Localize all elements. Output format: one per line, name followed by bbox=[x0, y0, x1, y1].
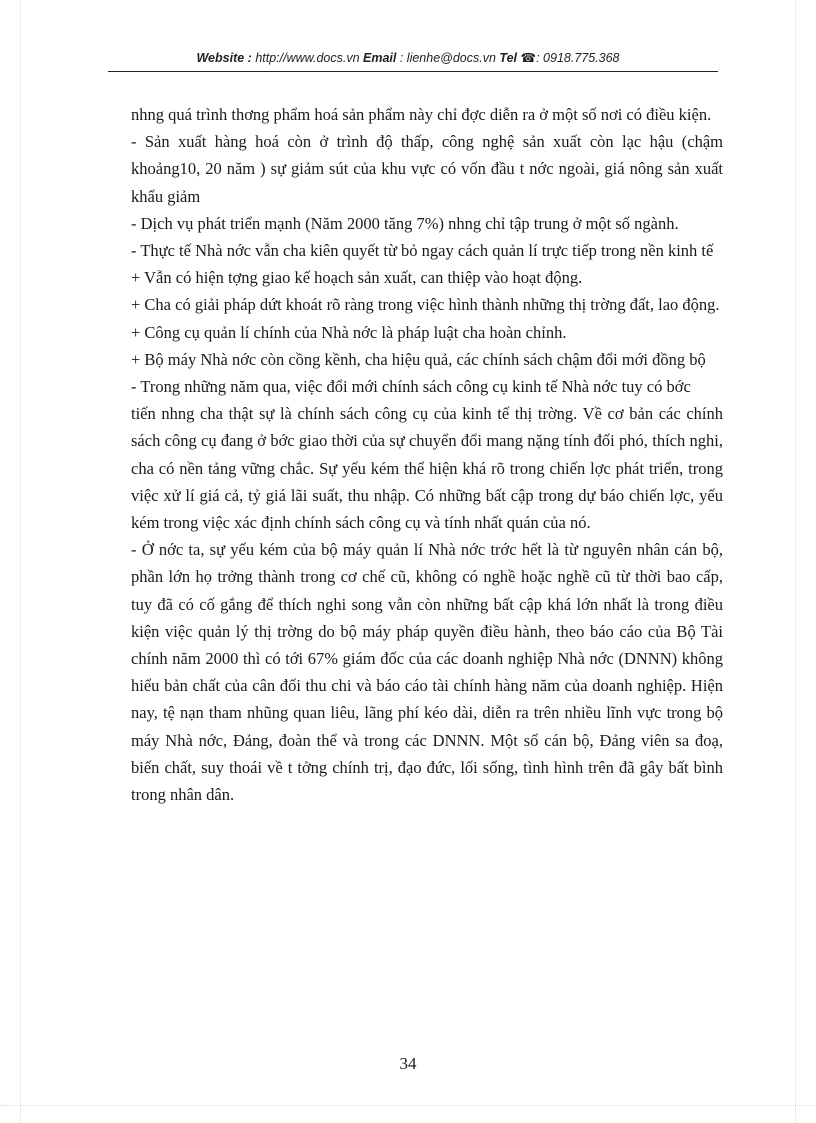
paragraph: - Thực tế Nhà nớc vẫn cha kiên quyết từ bỏ ngay cách quản lí trực tiếp trong nền kinh tế bbox=[131, 241, 714, 261]
paragraph: + Công cụ quản lí chính của Nhà nớc là pháp luật cha hoàn chỉnh. bbox=[131, 322, 567, 342]
header-divider bbox=[108, 71, 718, 72]
paragraph: + Vẫn có hiện tợng giao kế hoạch sản xuất, can thiệp vào hoạt động. bbox=[131, 268, 583, 288]
tel-value: : 0918.775.368 bbox=[536, 51, 620, 65]
paragraph: - Sản xuất hàng hoá còn ở trình độ thấp, công nghệ sản xuất còn lạc hậu (chậm khoảng10, 20 năm ) sự giảm sút của khu vực có vốn đầu t nớc ngoài, giá nông sản xuất khẩu giảm bbox=[131, 132, 723, 206]
email-value[interactable]: : lienhe@docs.vn bbox=[399, 51, 496, 65]
page-header bbox=[0, 50, 816, 65]
paragraph: - Dịch vụ phát triển mạnh (Năm 2000 tăng 7%) nhng chỉ tập trung ở một số ngành. bbox=[131, 213, 679, 233]
tel-label: Tel bbox=[499, 51, 518, 65]
website-label: Website : bbox=[196, 51, 252, 65]
document-body bbox=[131, 101, 723, 808]
paragraph: nhng quá trình thơng phẩm hoá sản phẩm này chỉ đợc diễn ra ở một số nơi có điều kiện. bbox=[131, 105, 712, 124]
page-border-right bbox=[795, 0, 796, 1123]
paragraph: - Trong những năm qua, việc đổi mới chính sách công cụ kinh tế Nhà nớc tuy có bớc bbox=[131, 377, 691, 397]
page-border-bottom bbox=[0, 1105, 816, 1106]
paragraph: + Cha có giải pháp dứt khoát rõ ràng trong việc hình thành những thị trờng đất, lao động. bbox=[131, 295, 720, 315]
paragraph: + Bộ máy Nhà nớc còn cồng kềnh, cha hiệu quả, các chính sách chậm đổi mới đồng bộ bbox=[131, 349, 706, 369]
page-border-left bbox=[20, 0, 21, 1123]
paragraph: tiến nhng cha thật sự là chính sách công cụ của kinh tế thị trờng. Về cơ bản các chính sách công cụ đang ở bớc giao thời của sự chuyển đổi mang nặng tính đối phó, thích nghi, cha có nền tảng vững chắc. Sự yếu kém thể hiện khá rõ trong chiến lợc phát triển, trong việc xử lí giá cả, tỷ giá lãi suất, thu nhập. Có những bất cập trong dự báo chiến lợc, yếu kém trong việc xác định chính sách công cụ và tính nhất quán của nó. bbox=[131, 404, 723, 533]
page-number: 34 bbox=[399, 1054, 417, 1073]
paragraph: - Ở nớc ta, sự yếu kém của bộ máy quản lí Nhà nớc trớc hết là từ nguyên nhân cán bộ, phần lớn họ trởng thành trong cơ chế cũ, không có nghề hoặc nghề cũ từ thời bao cấp, tuy đã có cố gắng để thích nghi song vẫn còn những bất cập khá lớn nhất là trong điều kiện việc quản lý thị trờng do bộ máy pháp quyền điều hành, theo báo cáo của Bộ Tài chính năm 2000 thì có tới 67% giám đốc của các doanh nghiệp Nhà nớc (DNNN) không hiểu bản chất của cân đối thu chi và báo cáo tài chính hàng năm của doanh nghiệp. Hiện nay, tệ nạn tham nhũng quan liêu, lãng phí kéo dài, diễn ra trên nhiều lĩnh vực trong bộ máy Nhà nớc, Đảng, đoàn thể và trong các DNNN. Một số cán bộ, Đảng viên sa đoạ, biến chất, suy thoái về t tởng chính trị, đạo đức, lối sống, tình hình trên đã gây bất bình trong nhân dân. bbox=[131, 540, 723, 805]
email-label: Email bbox=[363, 51, 397, 65]
website-url[interactable]: http://www.docs.vn bbox=[255, 51, 360, 65]
telephone-icon: ☎ bbox=[520, 51, 537, 65]
